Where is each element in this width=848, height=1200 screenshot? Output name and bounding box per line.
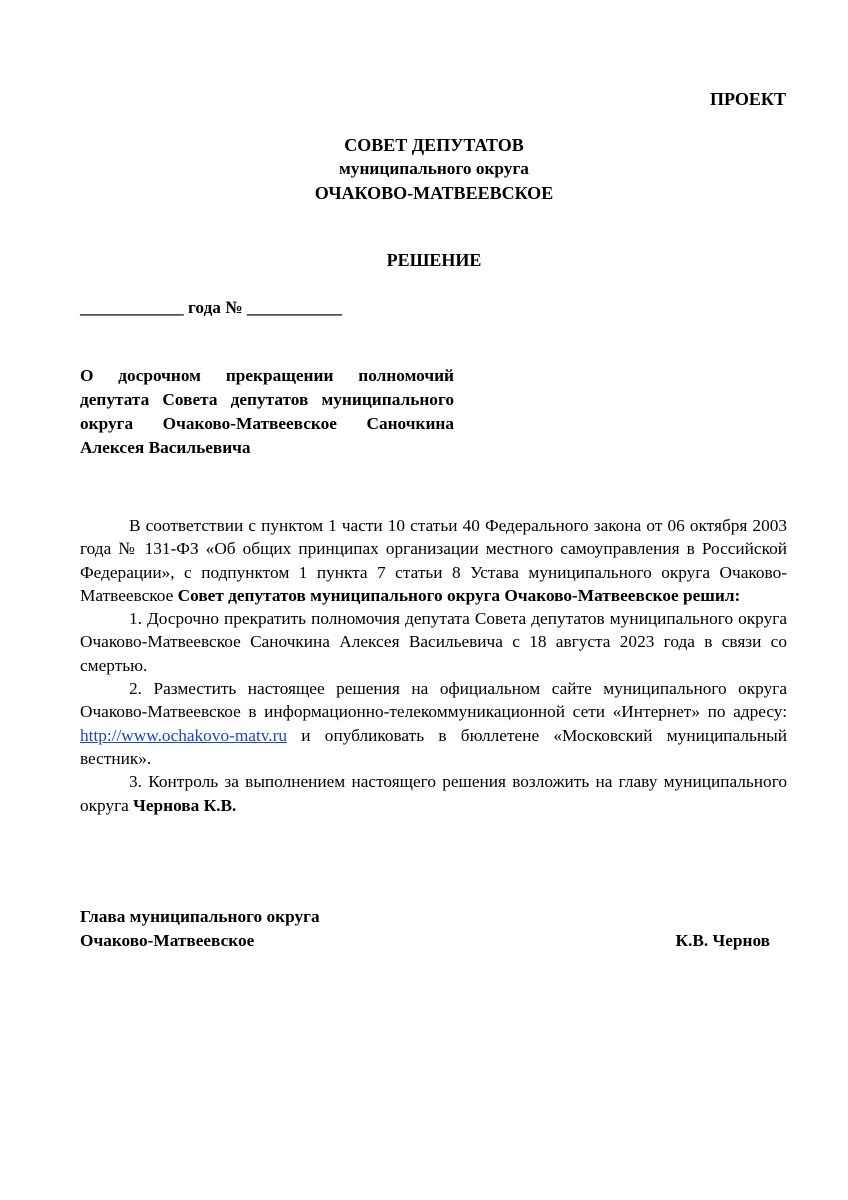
decision-body bbox=[80, 514, 787, 817]
signatory-name: К.В. Чернов bbox=[675, 931, 770, 950]
item-3-name: Чернова К.В. bbox=[133, 795, 237, 815]
preamble-resolved: Совет депутатов муниципального округа Очаково-Матвеевское решил: bbox=[177, 585, 741, 605]
item-3 bbox=[80, 770, 787, 817]
council-header bbox=[0, 133, 848, 205]
signatory-position-line2: Очаково-Матвеевское bbox=[80, 931, 255, 950]
item-1: 1. Досрочно прекратить полномочия депутата Совета депутатов муниципального округа Очаково-Матвеевское Саночкина Алексея Васильевича с 18 августа 2023 года в связи со смертью. bbox=[80, 609, 787, 675]
signature-row bbox=[80, 929, 770, 953]
item-2-text: 2. Разместить настоящее решения на официальном сайте муниципального округа Очаково-Матвеевское в информационно-телекоммуникационной сети «Интернет» по адресу: bbox=[80, 679, 787, 722]
date-number-line: ____________ года № ___________ bbox=[80, 298, 343, 317]
preamble-paragraph bbox=[80, 514, 787, 607]
preamble-text: В соответствии с пунктом 1 части 10 статьи 40 Федерального закона от 06 октября 2003 года № 131-ФЗ «Об общих принципах организации местного самоуправления в Российской Федерации», с подпунктом 1 пункта 7 статьи 8 Устава муниципального округа Очаково-Матвеевское bbox=[80, 516, 787, 605]
item-2-text-end: и опубликовать в бюллетене «Московский муниципальный вестник». bbox=[80, 725, 787, 768]
district-name: ОЧАКОВО-МАТВЕЕВСКОЕ bbox=[314, 183, 554, 203]
signature-block bbox=[80, 905, 770, 953]
item-3-text: 3. Контроль за выполнением настоящего решения возложить на главу муниципального округа bbox=[80, 772, 787, 815]
council-title: СОВЕТ ДЕПУТАТОВ bbox=[344, 135, 524, 155]
signatory-position-line1: Глава муниципального округа bbox=[80, 907, 320, 926]
item-2 bbox=[80, 677, 787, 770]
decision-subject: О досрочном прекращении полномочий депутата Совета депутатов муниципального округа Очаково-Матвеевское Саночкина Алексея Васильевича bbox=[80, 366, 454, 457]
draft-label: ПРОЕКТ bbox=[710, 89, 786, 109]
decision-heading: РЕШЕНИЕ bbox=[386, 250, 482, 270]
council-subtitle: муниципального округа bbox=[339, 159, 529, 178]
website-link[interactable]: http://www.ochakovo-matv.ru bbox=[80, 725, 288, 745]
